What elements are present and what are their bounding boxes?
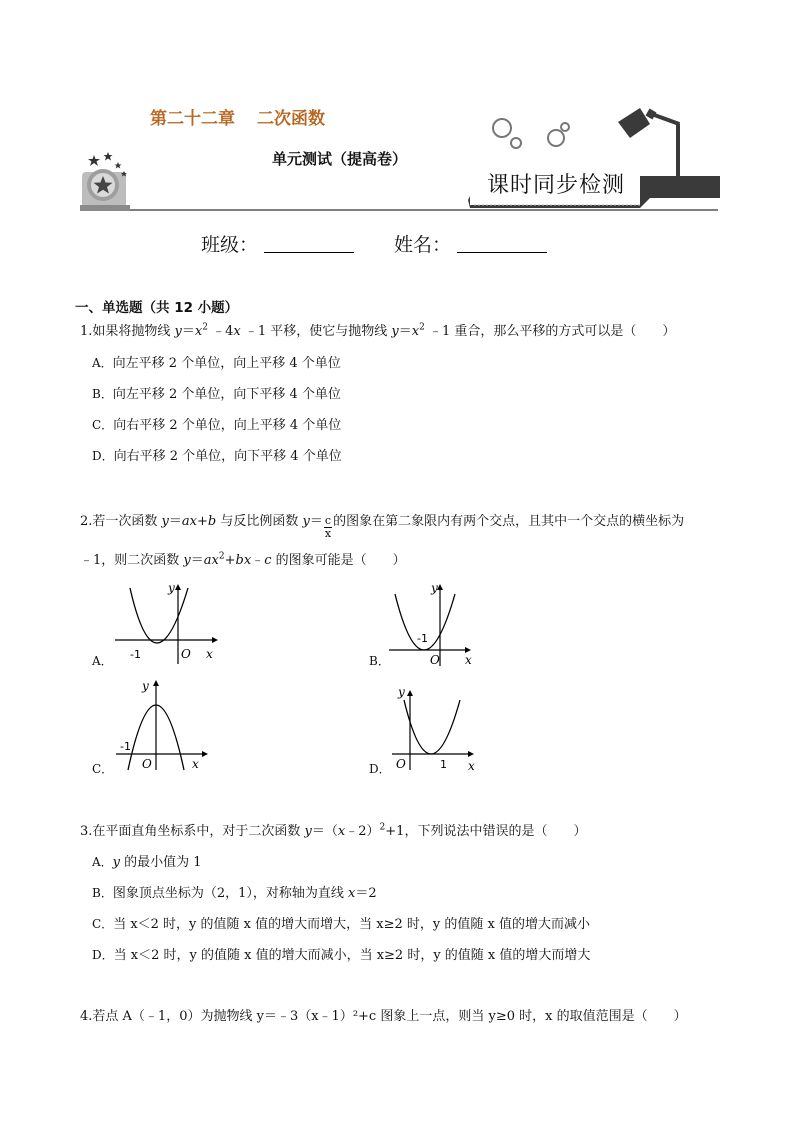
tick-label: -1	[130, 648, 141, 661]
q1-var: x	[411, 324, 420, 339]
q2-var: b	[207, 514, 217, 529]
q2-sup: 2	[218, 551, 225, 562]
q2-var: y	[302, 514, 310, 529]
class-label: 班级：	[201, 234, 259, 256]
q3-text: ﹣2）	[345, 824, 380, 839]
q1-var: x	[233, 324, 241, 339]
q3-text: +1，下列说法中错误的是（ ）	[385, 824, 587, 839]
q1-text: ﹣4	[208, 324, 234, 339]
star-badge-icon	[80, 152, 130, 211]
graph-c	[112, 676, 212, 772]
q1-var: x	[194, 324, 203, 339]
option-text: 图象顶点坐标为（2，1），对称轴为直线	[112, 886, 349, 901]
q1-var: y	[174, 324, 182, 339]
origin-label: O	[181, 647, 191, 661]
q1-var: y	[391, 324, 399, 339]
option-label: A．	[92, 356, 113, 370]
option-label: A．	[92, 855, 113, 869]
question-number: 3.	[80, 824, 93, 839]
axis-label-x: x	[192, 757, 199, 771]
axis-label-y: y	[142, 679, 149, 693]
bubbles-icon	[493, 119, 569, 148]
option-text: 当 x＜2 时，y 的值随 x 值的增大而增大，当 x≥2 时，y 的值随 x 值的增大而减小	[113, 917, 590, 932]
fraction-numerator: c	[324, 514, 332, 527]
question-1	[80, 320, 675, 339]
q1-text: ＝	[181, 324, 195, 339]
origin-label: O	[430, 653, 440, 667]
q2-text: +	[197, 514, 208, 529]
q2-var: ax	[181, 514, 198, 529]
q2-var: y	[183, 553, 191, 568]
q3-sup: 2	[379, 822, 386, 833]
q4-text: 若点 A（﹣1，0）为抛物线 y＝﹣3（x﹣1）²+c 图象上一点，则当 y≥0 时，x 的取值范围是（ ）	[92, 1009, 687, 1024]
axis-label-x: x	[465, 653, 472, 667]
graph-b	[385, 578, 485, 670]
q1-option-a[interactable]	[92, 352, 341, 371]
graph-d	[388, 680, 488, 772]
question-2-line-2	[80, 549, 406, 568]
q3-option-b[interactable]	[92, 882, 377, 901]
option-label: C．	[92, 917, 114, 931]
option-label: C．	[92, 418, 114, 432]
class-field	[201, 230, 354, 257]
option-label: B．	[92, 387, 113, 401]
unit-title: 单元测试（提高卷）	[272, 150, 408, 168]
option-label: B．	[369, 654, 390, 668]
q2-text: 的图象可能是（ ）	[271, 553, 406, 568]
q1-text: ﹣1 平移，使它与抛物线	[240, 324, 392, 339]
q2-text: 与反比例函数	[216, 514, 303, 529]
q3-text: ＝（	[311, 824, 338, 839]
axis-label-y: y	[168, 581, 175, 595]
name-blank[interactable]	[457, 234, 547, 253]
option-label: C．	[92, 762, 114, 776]
q1-sup: 2	[419, 322, 425, 333]
q3-option-a[interactable]	[92, 851, 202, 870]
axis-label-y: y	[431, 581, 438, 595]
q2-text: ＝	[190, 553, 204, 568]
parabola	[130, 588, 188, 643]
q1-sup: 2	[202, 322, 208, 333]
q2-option-c[interactable]	[92, 760, 113, 777]
question-number: 1.	[80, 324, 93, 339]
q2-text: ﹣	[251, 553, 265, 568]
tick-label: -1	[417, 632, 428, 645]
question-number: 4.	[80, 1009, 93, 1024]
q2-text: ＝	[168, 514, 182, 529]
fraction-denominator: x	[324, 527, 332, 540]
q1-text: ﹣1 重合，那么平移的方式可以是（ ）	[424, 324, 676, 339]
class-blank[interactable]	[264, 234, 354, 253]
option-label: D．	[369, 762, 391, 776]
question-4	[80, 1005, 687, 1024]
q3-option-c[interactable]	[92, 913, 590, 932]
name-field	[394, 230, 547, 257]
q1-option-c[interactable]	[92, 414, 341, 433]
axis-label-y: y	[398, 685, 405, 699]
q1-option-d[interactable]	[92, 445, 342, 464]
section-title: 一、单选题（共 12 小题）	[75, 300, 239, 316]
q1-text: 如果将抛物线	[92, 324, 175, 339]
q1-text: ＝	[398, 324, 412, 339]
q2-text: +	[224, 553, 236, 568]
q2-text: 若一次函数	[92, 514, 162, 529]
header-banner	[0, 0, 794, 220]
axis-label-x: x	[206, 647, 213, 661]
q2-text: 的图象在第二象限内有两个交点，且其中一个交点的横坐标为	[333, 514, 685, 529]
q2-var: c	[264, 553, 272, 568]
graph-a	[110, 578, 220, 668]
axis-label-x: x	[468, 759, 475, 772]
option-var: y	[112, 855, 121, 870]
parabola	[404, 700, 460, 754]
q2-text: ﹣1，则二次函数	[80, 553, 184, 568]
q2-var: bx	[235, 553, 252, 568]
question-number: 2.	[80, 514, 93, 529]
option-text: 向右平移 2 个单位，向下平移 4 个单位	[113, 449, 342, 464]
option-text: 当 x＜2 时，y 的值随 x 值的增大而减小，当 x≥2 时，y 的值随 x 值的增大而增大	[113, 948, 591, 963]
option-text: 的最小值为 1	[120, 855, 202, 870]
tick-label: 1	[440, 758, 447, 771]
chapter-heading	[150, 104, 325, 129]
q2-text: ＝	[309, 514, 323, 529]
option-label: B．	[92, 886, 113, 900]
option-text: 向右平移 2 个单位，向上平移 4 个单位	[113, 418, 342, 433]
question-2	[80, 510, 684, 540]
origin-label: O	[142, 757, 152, 771]
option-label: A．	[92, 654, 113, 668]
chapter-name: 二次函数	[257, 109, 325, 129]
q2-var: y	[161, 514, 169, 529]
q3-var: y	[304, 824, 312, 839]
fraction	[324, 515, 332, 540]
option-label: D．	[92, 449, 114, 463]
q3-text: 在平面直角坐标系中，对于二次函数	[92, 824, 305, 839]
q3-option-d[interactable]	[92, 944, 590, 963]
q1-option-b[interactable]	[92, 383, 341, 402]
option-text: 向左平移 2 个单位，向上平移 4 个单位	[112, 356, 341, 371]
option-text: 向左平移 2 个单位，向下平移 4 个单位	[112, 387, 341, 402]
option-var: x	[348, 886, 356, 901]
brand-title: 课时同步检测	[487, 173, 626, 198]
tick-label: -1	[120, 740, 131, 753]
question-3	[80, 820, 586, 839]
origin-label: O	[396, 757, 406, 771]
chapter-number: 第二十二章	[150, 109, 235, 129]
q2-var: ax	[203, 553, 219, 568]
q3-var: x	[337, 824, 346, 839]
option-label: D．	[92, 948, 114, 962]
name-label: 姓名：	[394, 234, 452, 256]
option-text: ＝2	[355, 886, 377, 901]
